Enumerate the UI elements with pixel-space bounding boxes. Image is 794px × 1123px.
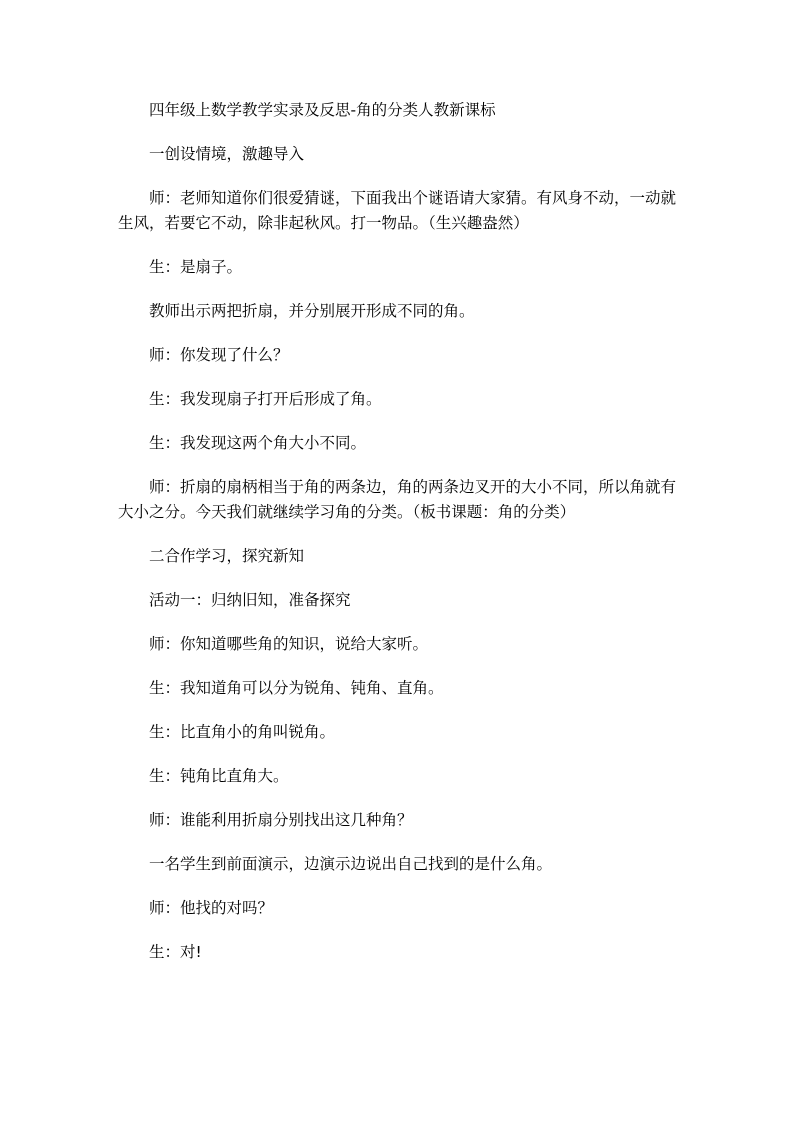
paragraph: 师：折扇的扇柄相当于角的两条边，角的两条边叉开的大小不同，所以角就有大小之分。今天我们就继续学习角的分类。（板书课题：角的分类） [118, 478, 677, 521]
paragraph: 教师出示两把折扇，并分别展开形成不同的角。 [149, 302, 475, 320]
paragraph: 生：钝角比直角大。 [149, 767, 289, 785]
paragraph: 生：比直角小的角叫锐角。 [149, 723, 336, 741]
paragraph: 师：他找的对吗？ [149, 899, 274, 917]
paragraph: 师：老师知道你们很爱猜谜，下面我出个谜语请大家猜。有风身不动，一动就生风，若要它不动，除非起秋风。打一物品。（生兴趣盎然） [118, 189, 677, 232]
section-heading: 二合作学习，探究新知 [149, 547, 305, 565]
paragraph: 生：我发现扇子打开后形成了角。 [149, 390, 382, 408]
paragraph: 一名学生到前面演示，边演示边说出自己找到的是什么角。 [149, 855, 553, 873]
paragraph: 生：是扇子。 [149, 258, 243, 276]
document-body [118, 98, 678, 984]
paragraph: 师：你知道哪些角的知识，说给大家听。 [149, 635, 429, 653]
section-heading: 一创设情境，激趣导入 [149, 145, 305, 163]
document-title: 四年级上数学教学实录及反思-角的分类人教新课标 [149, 101, 496, 119]
paragraph: 师：你发现了什么？ [149, 346, 289, 364]
paragraph: 生：对! [149, 943, 202, 961]
paragraph: 师：谁能利用折扇分别找出这几种角？ [149, 811, 413, 829]
paragraph: 生：我知道角可以分为锐角、钝角、直角。 [149, 679, 444, 697]
paragraph: 活动一：归纳旧知，准备探究 [149, 591, 351, 609]
paragraph: 生：我发现这两个角大小不同。 [149, 434, 367, 452]
